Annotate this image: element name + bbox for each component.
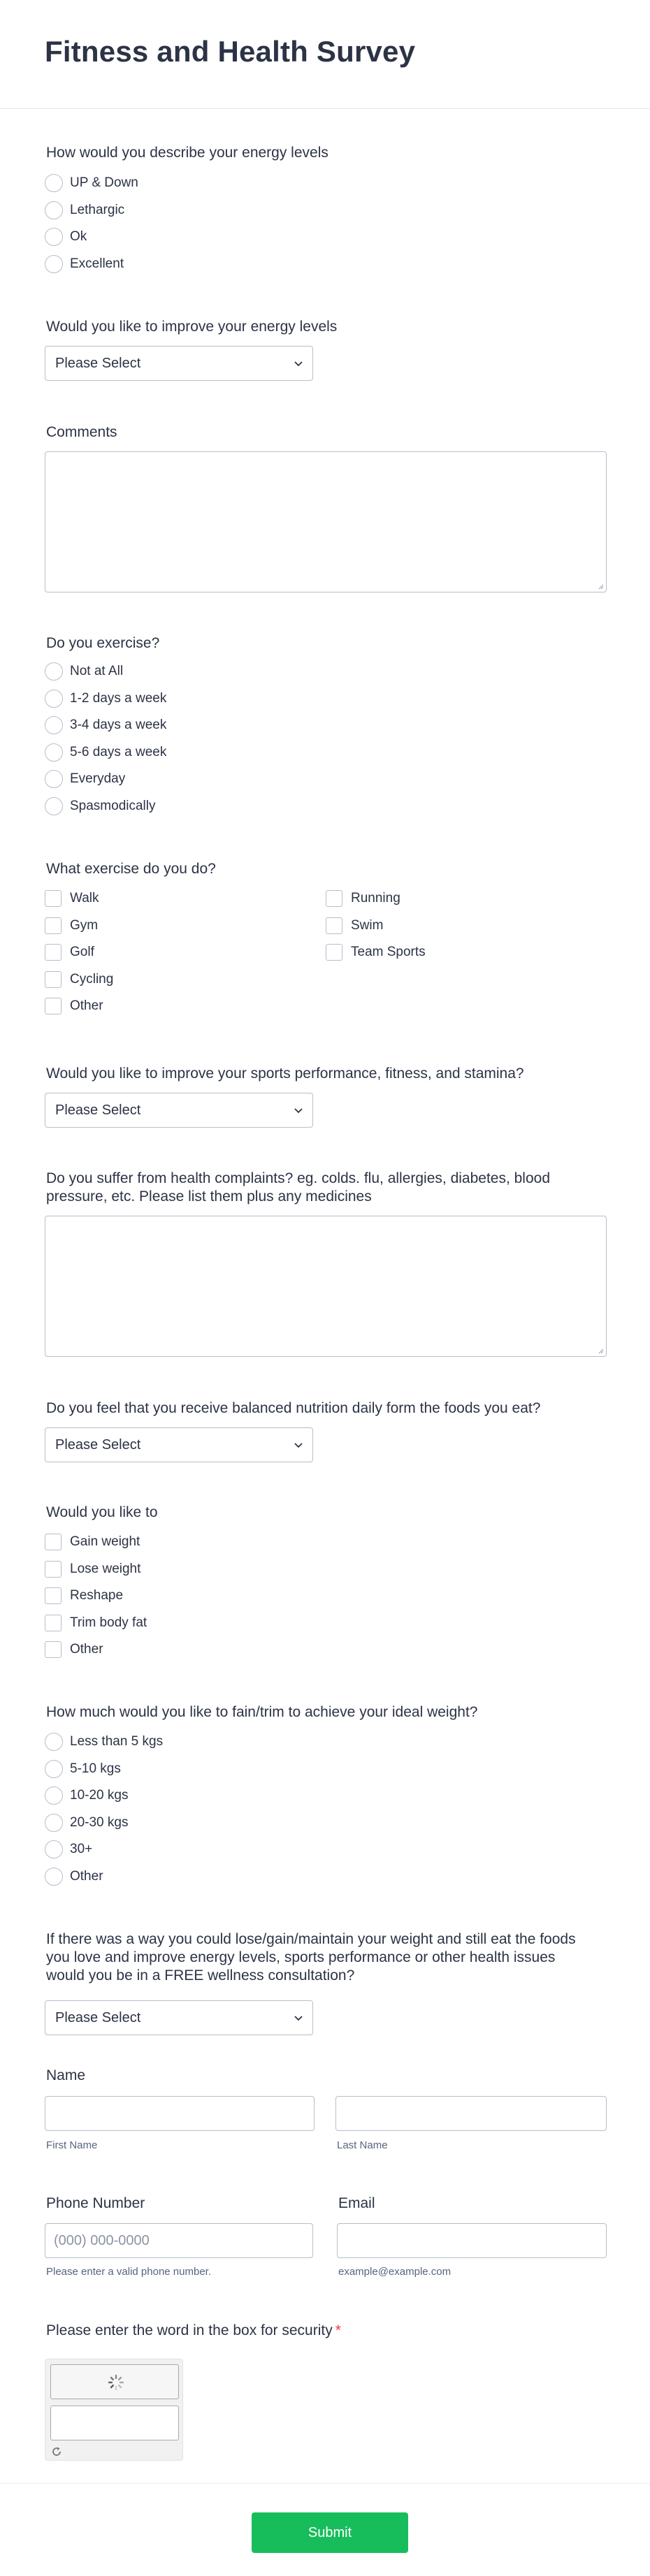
last-name-input[interactable] — [335, 2096, 607, 2131]
ideal-weight-10-20[interactable]: 10-20 kgs — [45, 1785, 128, 1806]
checkbox-icon[interactable] — [45, 1561, 62, 1578]
required-asterisk: * — [335, 2322, 341, 2338]
radio-icon[interactable] — [45, 1840, 63, 1858]
checkbox-icon[interactable] — [45, 1534, 62, 1550]
radio-icon[interactable] — [45, 228, 63, 246]
exercise-option-not-at-all[interactable]: Not at All — [45, 661, 123, 682]
ideal-weight-other[interactable]: Other — [45, 1866, 103, 1887]
exercise-type-other[interactable]: Other — [45, 996, 103, 1017]
form-header — [0, 0, 650, 109]
comments-label: Comments — [46, 424, 117, 440]
radio-icon[interactable] — [45, 797, 63, 815]
chevron-down-icon — [293, 1105, 304, 1116]
captcha-input[interactable] — [50, 2406, 179, 2440]
checkbox-icon[interactable] — [45, 944, 62, 961]
checkbox-icon[interactable] — [45, 1641, 62, 1658]
health-complaints-label: Do you suffer from health complaints? eg. colds. flu, allergies, diabetes, blood pressure, etc. Please list them plus any medicines — [46, 1170, 551, 1205]
exercise-types-label: What exercise do you do? — [46, 861, 216, 877]
radio-icon[interactable] — [45, 770, 63, 788]
checkbox-icon[interactable] — [326, 917, 342, 934]
radio-icon[interactable] — [45, 174, 63, 192]
goal-gain-weight[interactable]: Gain weight — [45, 1531, 140, 1552]
form-title: Fitness and Health Survey — [45, 35, 416, 68]
improve-energy-select[interactable]: Please Select — [45, 346, 313, 381]
goal-trim-body-fat[interactable]: Trim body fat — [45, 1613, 147, 1633]
energy-option-excellent[interactable]: Excellent — [45, 254, 124, 275]
checkbox-icon[interactable] — [45, 1615, 62, 1631]
nutrition-label: Do you feel that you receive balanced nutrition daily form the foods you eat? — [46, 1400, 541, 1416]
loading-spinner-icon — [107, 2373, 125, 2392]
improve-energy-label: Would you like to improve your energy levels — [46, 319, 338, 335]
email-label: Email — [338, 2195, 375, 2211]
ideal-weight-less-than-5[interactable]: Less than 5 kgs — [45, 1731, 163, 1752]
radio-icon[interactable] — [45, 1868, 63, 1886]
captcha-label: Please enter the word in the box for security * — [46, 2322, 341, 2338]
sports-performance-select[interactable]: Please Select — [45, 1093, 313, 1128]
energy-option-ok[interactable]: Ok — [45, 226, 87, 247]
name-label: Name — [46, 2067, 86, 2083]
exercise-type-gym[interactable]: Gym — [45, 915, 98, 936]
radio-icon[interactable] — [45, 1814, 63, 1832]
exercise-option-everyday[interactable]: Everyday — [45, 769, 125, 789]
phone-label: Phone Number — [46, 2195, 145, 2211]
goal-reshape[interactable]: Reshape — [45, 1585, 123, 1606]
ideal-weight-20-30[interactable]: 20-30 kgs — [45, 1812, 128, 1833]
captcha-image — [50, 2364, 179, 2399]
last-name-sublabel: Last Name — [337, 2139, 388, 2151]
checkbox-icon[interactable] — [45, 917, 62, 934]
radio-icon[interactable] — [45, 716, 63, 734]
refresh-icon[interactable] — [51, 2446, 62, 2457]
would-like-to-label: Would you like to — [46, 1504, 158, 1520]
radio-icon[interactable] — [45, 690, 63, 708]
exercise-label: Do you exercise? — [46, 635, 160, 651]
exercise-type-golf[interactable]: Golf — [45, 942, 94, 963]
email-sublabel: example@example.com — [338, 2266, 452, 2278]
resize-grip-icon[interactable] — [597, 583, 604, 590]
radio-icon[interactable] — [45, 1760, 63, 1778]
exercise-option-1-2-days[interactable]: 1-2 days a week — [45, 688, 166, 709]
goal-other[interactable]: Other — [45, 1639, 103, 1660]
sports-performance-label: Would you like to improve your sports performance, fitness, and stamina? — [46, 1065, 524, 1082]
ideal-weight-5-10[interactable]: 5-10 kgs — [45, 1759, 121, 1780]
chevron-down-icon — [293, 1439, 304, 1450]
exercise-option-5-6-days[interactable]: 5-6 days a week — [45, 742, 166, 763]
goal-lose-weight[interactable]: Lose weight — [45, 1559, 140, 1580]
radio-icon[interactable] — [45, 743, 63, 762]
checkbox-icon[interactable] — [45, 1587, 62, 1604]
exercise-type-cycling[interactable]: Cycling — [45, 969, 113, 990]
exercise-option-spasmodically[interactable]: Spasmodically — [45, 796, 156, 817]
chevron-down-icon — [293, 2012, 304, 2023]
radio-icon[interactable] — [45, 255, 63, 273]
first-name-sublabel: First Name — [46, 2139, 98, 2151]
radio-icon[interactable] — [45, 662, 63, 681]
nutrition-select[interactable]: Please Select — [45, 1427, 313, 1462]
checkbox-icon[interactable] — [326, 944, 342, 961]
resize-grip-icon[interactable] — [597, 1347, 604, 1354]
ideal-weight-label: How much would you like to fain/trim to achieve your ideal weight? — [46, 1704, 478, 1720]
comments-textarea[interactable] — [45, 451, 607, 592]
phone-input[interactable]: (000) 000-0000 — [45, 2223, 313, 2258]
footer-divider — [0, 2483, 650, 2484]
submit-button[interactable]: Submit — [252, 2512, 408, 2553]
exercise-type-running[interactable]: Running — [326, 888, 400, 909]
checkbox-icon[interactable] — [45, 998, 62, 1014]
phone-sublabel: Please enter a valid phone number. — [46, 2266, 211, 2278]
chevron-down-icon — [293, 358, 304, 369]
ideal-weight-30-plus[interactable]: 30+ — [45, 1839, 92, 1860]
exercise-type-team-sports[interactable]: Team Sports — [326, 942, 426, 963]
checkbox-icon[interactable] — [45, 971, 62, 988]
first-name-input[interactable] — [45, 2096, 315, 2131]
consultation-select[interactable]: Please Select — [45, 2000, 313, 2035]
radio-icon[interactable] — [45, 201, 63, 219]
exercise-option-3-4-days[interactable]: 3-4 days a week — [45, 715, 166, 736]
radio-icon[interactable] — [45, 1787, 63, 1805]
health-complaints-textarea[interactable] — [45, 1216, 607, 1357]
energy-option-up-down[interactable]: UP & Down — [45, 173, 138, 194]
captcha-box — [45, 2359, 183, 2461]
checkbox-icon[interactable] — [45, 890, 62, 907]
exercise-type-walk[interactable]: Walk — [45, 888, 99, 909]
checkbox-icon[interactable] — [326, 890, 342, 907]
email-input[interactable] — [337, 2223, 607, 2258]
energy-option-lethargic[interactable]: Lethargic — [45, 200, 124, 221]
consultation-label: If there was a way you could lose/gain/maintain your weight and still eat the foods you love and improve energy levels, sports performance or other health issues would you be in a FREE wellness consultation? — [46, 1931, 576, 1984]
radio-icon[interactable] — [45, 1733, 63, 1751]
energy-levels-label: How would you describe your energy levels — [46, 145, 328, 161]
exercise-type-swim[interactable]: Swim — [326, 915, 383, 936]
